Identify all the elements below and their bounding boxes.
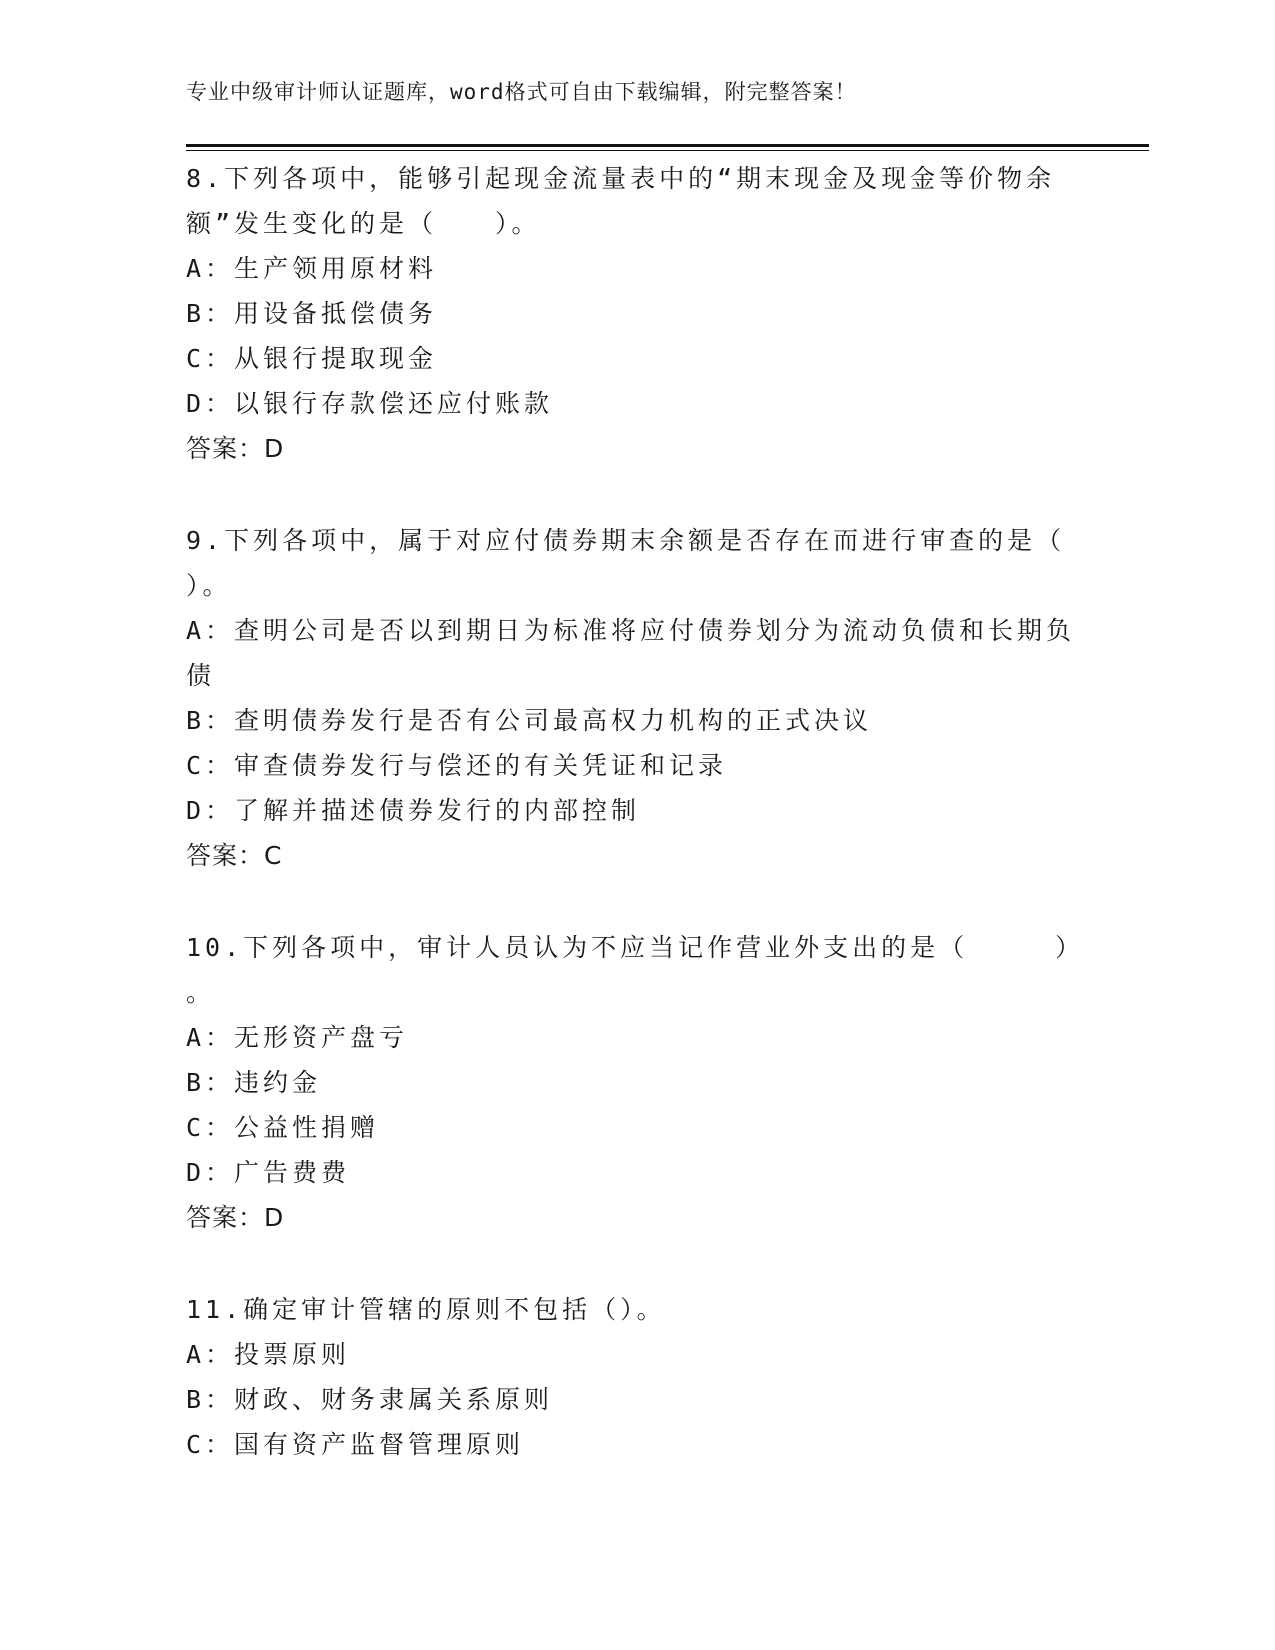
answer-line: 答案：D xyxy=(186,1203,285,1232)
question-stem xyxy=(186,925,1086,1015)
question-spacer xyxy=(186,471,1086,518)
option-c: C：从银行提取现金 xyxy=(186,344,438,373)
stem-line: 。 xyxy=(186,978,216,1007)
option-b: B：查明债券发行是否有公司最高权力机构的正式决议 xyxy=(186,706,873,735)
question-spacer xyxy=(186,878,1086,925)
option-b: B：财政、财务隶属关系原则 xyxy=(186,1385,554,1414)
option-b: B：用设备抵偿债务 xyxy=(186,299,438,328)
option-line: 债 xyxy=(186,661,216,690)
stem-line: 9.下列各项中，属于对应付债券期末余额是否存在而进行审查的是（ xyxy=(186,526,1066,555)
option-c: C：审查债券发行与偿还的有关凭证和记录 xyxy=(186,751,728,780)
option-a: A：无形资产盘亏 xyxy=(186,1023,409,1052)
stem-line: 8.下列各项中，能够引起现金流量表中的“期末现金及现金等价物余 xyxy=(186,164,1056,193)
answer-line: 答案：D xyxy=(186,434,285,463)
question-stem xyxy=(186,1287,1086,1332)
option-a: A：生产领用原材料 xyxy=(186,254,438,283)
question-8 xyxy=(186,156,1086,471)
option-a xyxy=(186,608,1086,698)
question-stem xyxy=(186,156,1086,246)
question-list xyxy=(186,156,1086,1467)
header-rule-thin xyxy=(186,150,1149,151)
stem-line: 额”发生变化的是（ ）。 xyxy=(186,209,541,238)
stem-line: ）。 xyxy=(186,571,232,600)
option-b: B：违约金 xyxy=(186,1068,322,1097)
option-line: A：查明公司是否以到期日为标准将应付债券划分为流动负债和长期负 xyxy=(186,616,1076,645)
answer-line: 答案：C xyxy=(186,841,283,870)
question-stem xyxy=(186,518,1086,608)
option-d: D：了解并描述债券发行的内部控制 xyxy=(186,796,641,825)
option-d: D：广告费费 xyxy=(186,1158,351,1187)
page-header: 专业中级审计师认证题库，word格式可自由下载编辑，附完整答案！ xyxy=(186,80,857,104)
question-spacer xyxy=(186,1240,1086,1287)
option-c: C：国有资产监督管理原则 xyxy=(186,1430,525,1459)
option-d: D：以银行存款偿还应付账款 xyxy=(186,389,554,418)
option-a: A：投票原则 xyxy=(186,1340,351,1369)
header-rule-thick xyxy=(186,144,1149,147)
option-c: C：公益性捐赠 xyxy=(186,1113,380,1142)
question-10 xyxy=(186,925,1086,1240)
question-9 xyxy=(186,518,1086,878)
stem-line: 11.确定审计管辖的原则不包括（）。 xyxy=(186,1295,666,1324)
stem-line: 10.下列各项中，审计人员认为不应当记作营业外支出的是（ ） xyxy=(186,933,1085,962)
question-11 xyxy=(186,1287,1086,1467)
